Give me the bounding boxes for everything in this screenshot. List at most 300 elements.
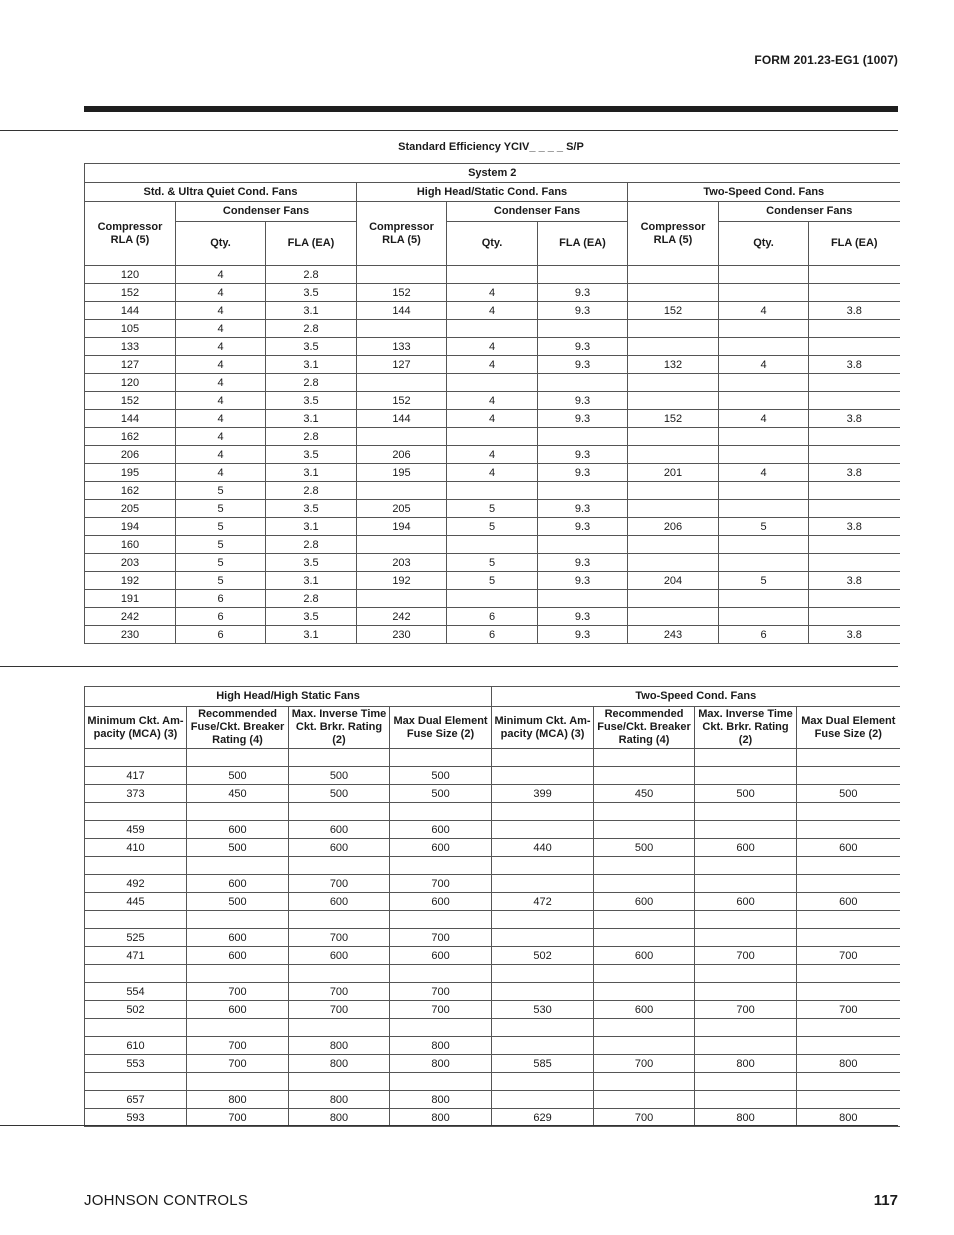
table-cell: 205 <box>85 500 176 518</box>
table-cell: 700 <box>390 929 492 947</box>
table-cell: 6 <box>176 608 266 626</box>
group-header: Std. & Ultra Quiet Cond. Fans <box>85 183 357 202</box>
table-cell: 243 <box>628 626 719 644</box>
table-cell: 3.5 <box>266 446 357 464</box>
table-row <box>85 446 900 464</box>
table-cell <box>289 857 390 875</box>
table-row <box>85 554 900 572</box>
table-cell: 2.8 <box>266 428 357 446</box>
table-cell: 4 <box>447 392 538 410</box>
table-cell: 5 <box>176 572 266 590</box>
table-cell: 5 <box>719 518 809 536</box>
table-row <box>85 857 900 875</box>
table-cell <box>594 1091 695 1109</box>
table-cell: 6 <box>447 626 538 644</box>
table-cell: 600 <box>390 821 492 839</box>
table-cell <box>357 590 447 608</box>
table-cell <box>628 338 719 356</box>
table-row <box>85 374 900 392</box>
table-cell: 700 <box>289 929 390 947</box>
table-cell: 9.3 <box>538 518 628 536</box>
table-row <box>85 929 900 947</box>
table-cell: 195 <box>85 464 176 482</box>
table-cell <box>628 500 719 518</box>
electrical-data-table-system2 <box>84 163 900 644</box>
table-cell <box>538 374 628 392</box>
table-cell: 600 <box>695 839 797 857</box>
table-cell: 203 <box>85 554 176 572</box>
table-cell: 700 <box>390 1001 492 1019</box>
table-cell: 206 <box>85 446 176 464</box>
table-cell <box>719 482 809 500</box>
table-cell: 800 <box>390 1055 492 1073</box>
table-cell: 657 <box>85 1091 187 1109</box>
table-cell <box>695 767 797 785</box>
table-cell: 700 <box>797 1001 900 1019</box>
table-cell <box>594 965 695 983</box>
table-cell <box>85 749 187 767</box>
table-cell <box>357 320 447 338</box>
table-cell <box>390 965 492 983</box>
table-cell: 194 <box>85 518 176 536</box>
table-cell: 152 <box>85 392 176 410</box>
table-cell: 700 <box>695 947 797 965</box>
table-row <box>85 428 900 446</box>
table-cell: 203 <box>357 554 447 572</box>
table-cell <box>719 590 809 608</box>
table-cell: 3.1 <box>266 356 357 374</box>
table-cell <box>719 374 809 392</box>
table-cell: 9.3 <box>538 284 628 302</box>
table-cell: 3.1 <box>266 410 357 428</box>
dual-element-header: Max Dual Element Fuse Size (2) <box>390 707 492 749</box>
table-cell <box>85 857 187 875</box>
table-cell <box>809 284 900 302</box>
table-cell: 500 <box>390 785 492 803</box>
table-cell: 4 <box>176 338 266 356</box>
table-cell: 230 <box>357 626 447 644</box>
table-cell <box>628 266 719 284</box>
table-cell: 4 <box>176 392 266 410</box>
table-cell <box>187 803 289 821</box>
table-cell <box>390 857 492 875</box>
table-cell: 201 <box>628 464 719 482</box>
table-cell: 4 <box>719 302 809 320</box>
table-cell <box>187 749 289 767</box>
table-cell: 144 <box>357 302 447 320</box>
table-cell: 4 <box>447 410 538 428</box>
table-cell: 500 <box>187 839 289 857</box>
table-cell <box>390 803 492 821</box>
table-row <box>85 392 900 410</box>
compressor-rla-header: Compressor RLA (5) <box>85 202 176 266</box>
table-cell <box>538 320 628 338</box>
table-cell: 5 <box>447 554 538 572</box>
table-cell <box>695 857 797 875</box>
table-cell: 700 <box>390 983 492 1001</box>
table-cell: 3.8 <box>809 356 900 374</box>
table-cell <box>628 428 719 446</box>
table-cell <box>538 482 628 500</box>
fuse-breaker-header: Recommended Fuse/Ckt. Breaker Rating (4) <box>594 707 695 749</box>
table-cell: 9.3 <box>538 608 628 626</box>
group-header: High Head/Static Cond. Fans <box>357 183 628 202</box>
table-cell: 800 <box>289 1037 390 1055</box>
table-cell: 530 <box>492 1001 594 1019</box>
table-cell: 9.3 <box>538 500 628 518</box>
table-cell: 5 <box>719 572 809 590</box>
table-row <box>85 983 900 1001</box>
table-cell: 450 <box>594 785 695 803</box>
table-cell: 600 <box>289 821 390 839</box>
table-cell: 3.8 <box>809 518 900 536</box>
table-cell: 127 <box>357 356 447 374</box>
table-cell: 4 <box>176 266 266 284</box>
table-cell: 373 <box>85 785 187 803</box>
table-cell: 152 <box>357 392 447 410</box>
table-cell: 9.3 <box>538 626 628 644</box>
table-cell: 600 <box>390 947 492 965</box>
table-cell <box>628 608 719 626</box>
table-cell: 800 <box>289 1091 390 1109</box>
table-cell: 502 <box>85 1001 187 1019</box>
table-cell <box>719 608 809 626</box>
qty-header: Qty. <box>719 222 809 266</box>
table-cell: 160 <box>85 536 176 554</box>
table-cell <box>594 767 695 785</box>
table-cell: 3.1 <box>266 302 357 320</box>
table-cell: 800 <box>797 1109 900 1127</box>
table-cell: 3.1 <box>266 518 357 536</box>
table-cell: 4 <box>176 464 266 482</box>
table-cell <box>492 1073 594 1091</box>
table-cell <box>797 749 900 767</box>
section-divider-top <box>0 130 898 131</box>
table-row <box>85 626 900 644</box>
table-cell: 120 <box>85 266 176 284</box>
table-cell: 800 <box>797 1055 900 1073</box>
table-cell <box>719 392 809 410</box>
table-cell: 3.5 <box>266 608 357 626</box>
table-row <box>85 947 900 965</box>
table-cell: 500 <box>390 767 492 785</box>
table-cell <box>809 554 900 572</box>
table-cell <box>594 749 695 767</box>
table-cell: 610 <box>85 1037 187 1055</box>
table-cell: 800 <box>390 1037 492 1055</box>
table-cell: 500 <box>594 839 695 857</box>
table-cell: 554 <box>85 983 187 1001</box>
table-cell <box>492 983 594 1001</box>
mca-header: Minimum Ckt. Am-pacity (MCA) (3) <box>85 707 187 749</box>
system-label: System 2 <box>85 164 900 183</box>
table-cell: 500 <box>797 785 900 803</box>
table-cell: 600 <box>289 839 390 857</box>
table-cell: 700 <box>187 1109 289 1127</box>
table-cell: 144 <box>85 302 176 320</box>
circuit-protection-table <box>84 686 900 1127</box>
table-cell: 3.1 <box>266 572 357 590</box>
condenser-fans-header: Condenser Fans <box>719 202 900 222</box>
table-cell: 3.5 <box>266 500 357 518</box>
table-cell: 500 <box>187 767 289 785</box>
table-row <box>85 572 900 590</box>
table-cell <box>492 965 594 983</box>
table-cell: 9.3 <box>538 410 628 428</box>
table-cell: 500 <box>187 893 289 911</box>
table-cell <box>289 911 390 929</box>
table-cell: 5 <box>176 518 266 536</box>
table-cell <box>809 428 900 446</box>
table-cell: 600 <box>594 1001 695 1019</box>
table-cell <box>447 266 538 284</box>
table-cell: 204 <box>628 572 719 590</box>
table-cell: 4 <box>447 464 538 482</box>
table-cell: 6 <box>176 626 266 644</box>
table-cell: 191 <box>85 590 176 608</box>
table-cell <box>538 590 628 608</box>
table-cell: 144 <box>85 410 176 428</box>
table-title: Standard Efficiency YCIV_ _ _ _ S/P <box>398 141 584 153</box>
table-cell: 4 <box>176 320 266 338</box>
table-cell <box>447 590 538 608</box>
table-cell <box>719 266 809 284</box>
table-cell: 4 <box>176 374 266 392</box>
table-cell: 5 <box>176 536 266 554</box>
inverse-time-header: Max. Inverse Time Ckt. Brkr. Rating (2) <box>695 707 797 749</box>
table-cell: 500 <box>695 785 797 803</box>
fla-header: FLA (EA) <box>809 222 900 266</box>
table-cell <box>594 875 695 893</box>
table-cell <box>492 749 594 767</box>
table-row <box>85 500 900 518</box>
table-cell: 9.3 <box>538 572 628 590</box>
table-cell: 600 <box>187 929 289 947</box>
table-cell <box>492 911 594 929</box>
table-cell <box>809 338 900 356</box>
table-cell: 2.8 <box>266 482 357 500</box>
table-cell: 2.8 <box>266 590 357 608</box>
table-cell: 133 <box>85 338 176 356</box>
table-cell <box>695 749 797 767</box>
table-cell <box>357 536 447 554</box>
table-cell <box>695 1073 797 1091</box>
table-cell <box>357 482 447 500</box>
table-cell <box>797 911 900 929</box>
table-cell <box>797 803 900 821</box>
table-cell <box>695 1019 797 1037</box>
table-row <box>85 821 900 839</box>
table-row <box>85 1037 900 1055</box>
table-cell: 471 <box>85 947 187 965</box>
section-divider-middle <box>0 666 898 667</box>
table-cell: 144 <box>357 410 447 428</box>
table-cell <box>719 554 809 572</box>
table-cell <box>695 983 797 1001</box>
table-cell <box>594 857 695 875</box>
table-row <box>85 1109 900 1127</box>
table-cell: 600 <box>797 839 900 857</box>
table-cell: 192 <box>85 572 176 590</box>
table-cell <box>628 392 719 410</box>
compressor-rla-header: Compressor RLA (5) <box>357 202 447 266</box>
table-cell <box>594 911 695 929</box>
table-cell: 600 <box>187 1001 289 1019</box>
table-cell: 500 <box>289 767 390 785</box>
table-cell <box>809 446 900 464</box>
table-cell: 525 <box>85 929 187 947</box>
table-cell <box>628 536 719 554</box>
table-cell: 450 <box>187 785 289 803</box>
table-cell: 192 <box>357 572 447 590</box>
table-cell: 3.5 <box>266 284 357 302</box>
table-cell <box>85 803 187 821</box>
table-cell: 4 <box>719 464 809 482</box>
table-cell <box>85 965 187 983</box>
table-row <box>85 839 900 857</box>
table-cell <box>492 821 594 839</box>
table-cell: 800 <box>289 1055 390 1073</box>
table-cell <box>492 803 594 821</box>
table-cell <box>447 320 538 338</box>
table-cell: 152 <box>628 302 719 320</box>
qty-header: Qty. <box>447 222 538 266</box>
table-cell <box>695 965 797 983</box>
table-cell: 600 <box>390 893 492 911</box>
table-cell <box>447 482 538 500</box>
table-cell: 5 <box>176 482 266 500</box>
table-cell <box>809 392 900 410</box>
table-cell: 502 <box>492 947 594 965</box>
table-cell: 459 <box>85 821 187 839</box>
table-cell <box>594 983 695 1001</box>
table-cell <box>85 1019 187 1037</box>
table-row <box>85 608 900 626</box>
table-cell <box>628 320 719 338</box>
table-row <box>85 1001 900 1019</box>
fuse-breaker-header: Recommended Fuse/Ckt. Breaker Rating (4) <box>187 707 289 749</box>
table-cell: 9.3 <box>538 392 628 410</box>
table-cell: 600 <box>289 893 390 911</box>
table-cell: 800 <box>390 1109 492 1127</box>
table-cell <box>628 590 719 608</box>
table-cell <box>695 875 797 893</box>
table-cell: 600 <box>797 893 900 911</box>
table-cell <box>797 821 900 839</box>
table-cell <box>85 911 187 929</box>
table-cell <box>289 749 390 767</box>
table-cell <box>187 1019 289 1037</box>
company-name: JOHNSON CONTROLS <box>84 1192 249 1209</box>
table-cell: 492 <box>85 875 187 893</box>
table-cell <box>85 1073 187 1091</box>
table-cell: 700 <box>695 1001 797 1019</box>
table-cell: 700 <box>187 1037 289 1055</box>
table-cell: 553 <box>85 1055 187 1073</box>
table-cell: 585 <box>492 1055 594 1073</box>
table-cell <box>187 911 289 929</box>
table-cell <box>390 1019 492 1037</box>
table-cell: 4 <box>447 356 538 374</box>
table-cell <box>357 428 447 446</box>
table-cell: 9.3 <box>538 338 628 356</box>
table-cell <box>492 1019 594 1037</box>
table-cell: 105 <box>85 320 176 338</box>
table-cell <box>357 374 447 392</box>
table-cell <box>797 1073 900 1091</box>
table-row <box>85 320 900 338</box>
table-cell <box>447 428 538 446</box>
table-cell: 4 <box>176 446 266 464</box>
table-cell <box>719 338 809 356</box>
table-cell <box>809 374 900 392</box>
table-cell: 593 <box>85 1109 187 1127</box>
table-row <box>85 410 900 428</box>
table-cell: 9.3 <box>538 554 628 572</box>
table-cell <box>797 1037 900 1055</box>
table-cell <box>809 608 900 626</box>
table-cell <box>594 803 695 821</box>
table-cell: 132 <box>628 356 719 374</box>
table-row <box>85 803 900 821</box>
table-cell: 162 <box>85 428 176 446</box>
table-cell <box>289 1073 390 1091</box>
table-cell <box>809 482 900 500</box>
table-cell <box>447 374 538 392</box>
table-cell: 700 <box>594 1055 695 1073</box>
table-cell: 700 <box>187 1055 289 1073</box>
dual-element-header: Max Dual Element Fuse Size (2) <box>797 707 900 749</box>
table-cell <box>695 803 797 821</box>
fla-header: FLA (EA) <box>266 222 357 266</box>
condenser-fans-header: Condenser Fans <box>176 202 357 222</box>
table-cell <box>289 803 390 821</box>
group-header: High Head/High Static Fans <box>85 687 492 707</box>
table-cell: 152 <box>357 284 447 302</box>
table-cell <box>289 1019 390 1037</box>
table-row <box>85 338 900 356</box>
table-cell <box>492 1037 594 1055</box>
table-cell <box>628 446 719 464</box>
table-cell: 133 <box>357 338 447 356</box>
table-cell: 230 <box>85 626 176 644</box>
inverse-time-header: Max. Inverse Time Ckt. Brkr. Rating (2) <box>289 707 390 749</box>
table-row <box>85 590 900 608</box>
table-cell: 800 <box>187 1091 289 1109</box>
table-cell <box>628 374 719 392</box>
table-cell: 3.5 <box>266 338 357 356</box>
table-cell <box>719 284 809 302</box>
table-cell: 4 <box>176 284 266 302</box>
table-cell: 600 <box>594 947 695 965</box>
table-cell: 800 <box>390 1091 492 1109</box>
table-cell: 4 <box>176 302 266 320</box>
table-cell: 4 <box>447 284 538 302</box>
table-cell: 4 <box>719 410 809 428</box>
table-cell: 194 <box>357 518 447 536</box>
table-cell: 2.8 <box>266 266 357 284</box>
table-row <box>85 1019 900 1037</box>
table-cell: 3.1 <box>266 626 357 644</box>
table-cell: 800 <box>695 1109 797 1127</box>
table-cell <box>797 857 900 875</box>
table-cell <box>809 590 900 608</box>
group-header: Two-Speed Cond. Fans <box>628 183 900 202</box>
table-cell <box>492 767 594 785</box>
table-cell: 5 <box>447 518 538 536</box>
table-row <box>85 785 900 803</box>
table-row <box>85 911 900 929</box>
